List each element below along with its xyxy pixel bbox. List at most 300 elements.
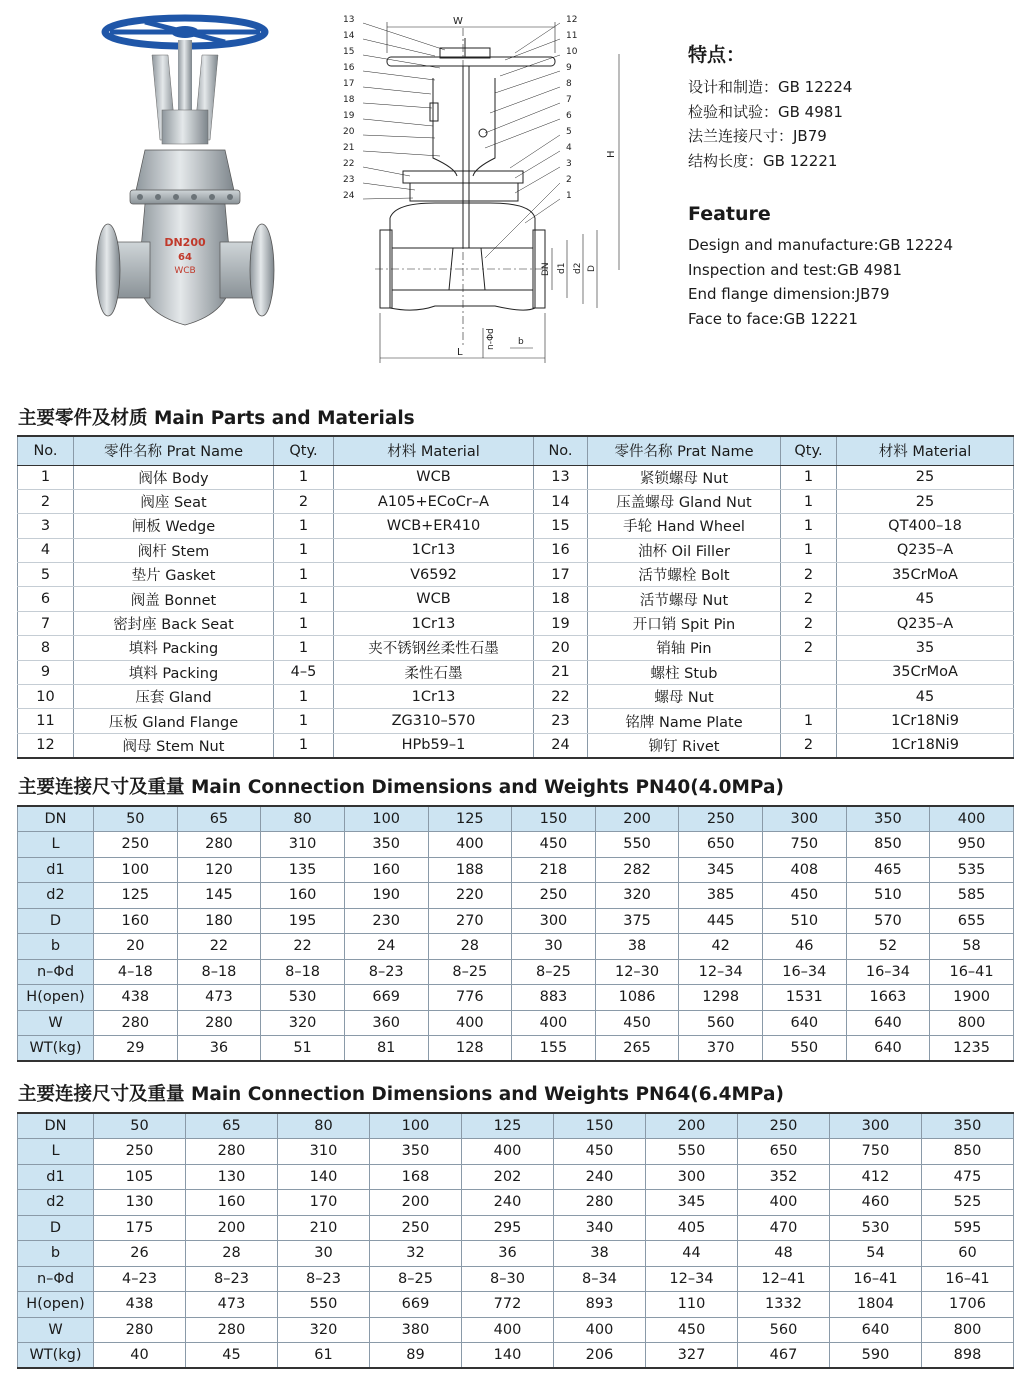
callout-13: 13 bbox=[343, 15, 355, 25]
pn40-row bbox=[18, 959, 1014, 985]
pn40-cell: 400 bbox=[512, 1010, 596, 1036]
parts-cell: 16 bbox=[534, 538, 588, 562]
pn40-cell: 650 bbox=[679, 832, 763, 858]
parts-cell: 1 bbox=[274, 685, 334, 709]
parts-row bbox=[18, 514, 1014, 538]
parts-cell: 10 bbox=[18, 685, 74, 709]
pn64-cell: 45 bbox=[186, 1343, 278, 1369]
pn40-cell: 145 bbox=[177, 883, 261, 909]
parts-cell: WCB bbox=[334, 587, 534, 611]
pn40-cell: 8–18 bbox=[177, 959, 261, 985]
pn64-cell: 200 bbox=[186, 1215, 278, 1241]
feature-title-en: Feature bbox=[688, 203, 771, 225]
parts-cell: 阀杆 Stem bbox=[74, 538, 274, 562]
pn40-cell: 29 bbox=[94, 1036, 178, 1062]
parts-cell: 22 bbox=[534, 685, 588, 709]
pn40-cell: 265 bbox=[595, 1036, 679, 1062]
parts-cell: 螺母 Nut bbox=[588, 685, 781, 709]
parts-cell: 阀座 Seat bbox=[74, 489, 274, 513]
parts-cell: ZG310–570 bbox=[334, 709, 534, 733]
pn64-cell: 60 bbox=[922, 1241, 1014, 1267]
dim-label-b: b bbox=[518, 337, 524, 347]
pn64-row-label: H(open) bbox=[18, 1292, 94, 1318]
callout-17: 17 bbox=[343, 79, 355, 89]
pn64-cell: 250 bbox=[370, 1215, 462, 1241]
pn64-cell: 772 bbox=[462, 1292, 554, 1318]
pn40-row-label: DN bbox=[18, 806, 94, 832]
callout-3: 3 bbox=[566, 159, 572, 169]
callout-24: 24 bbox=[343, 191, 355, 201]
callout-14: 14 bbox=[343, 31, 355, 41]
pn64-cell: 12–34 bbox=[646, 1266, 738, 1292]
parts-cell: 8 bbox=[18, 636, 74, 660]
pn40-cell: 570 bbox=[846, 908, 930, 934]
pn40-cell: 640 bbox=[846, 1010, 930, 1036]
pn64-cell: 352 bbox=[738, 1164, 830, 1190]
pn40-cell: 160 bbox=[344, 857, 428, 883]
pn40-cell: 320 bbox=[261, 1010, 345, 1036]
pn40-cell: 669 bbox=[344, 985, 428, 1011]
pn64-cell: 350 bbox=[922, 1113, 1014, 1139]
pn40-cell: 280 bbox=[177, 832, 261, 858]
pn40-cell: 8–25 bbox=[512, 959, 596, 985]
pn40-cell: 1298 bbox=[679, 985, 763, 1011]
parts-cell: 6 bbox=[18, 587, 74, 611]
parts-cell: 1Cr13 bbox=[334, 538, 534, 562]
pn64-cell: 530 bbox=[830, 1215, 922, 1241]
pn64-cell: 750 bbox=[830, 1139, 922, 1165]
pn64-cell: 280 bbox=[554, 1190, 646, 1216]
pn40-cell: 195 bbox=[261, 908, 345, 934]
callout-5: 5 bbox=[566, 127, 572, 137]
pn64-cell: 400 bbox=[462, 1317, 554, 1343]
parts-cell: 1 bbox=[274, 733, 334, 757]
callout-1: 1 bbox=[566, 191, 572, 201]
pn64-cell: 8–23 bbox=[186, 1266, 278, 1292]
pn64-cell: 327 bbox=[646, 1343, 738, 1369]
parts-cell: 1 bbox=[781, 465, 837, 489]
pn64-cell: 175 bbox=[94, 1215, 186, 1241]
callout-18: 18 bbox=[343, 95, 355, 105]
callout-15: 15 bbox=[343, 47, 355, 57]
pn64-cell: 280 bbox=[186, 1139, 278, 1165]
pn40-cell: 535 bbox=[930, 857, 1014, 883]
parts-row bbox=[18, 465, 1014, 489]
pn64-cell: 44 bbox=[646, 1241, 738, 1267]
pn40-cell: 120 bbox=[177, 857, 261, 883]
pn64-cell: 893 bbox=[554, 1292, 646, 1318]
pn64-cell: 467 bbox=[738, 1343, 830, 1369]
parts-cell: 13 bbox=[534, 465, 588, 489]
parts-row bbox=[18, 538, 1014, 562]
pn40-section-title: 主要连接尺寸及重量 Main Connection Dimensions and Weights PN40(4.0MPa) bbox=[18, 777, 784, 798]
parts-cell: 11 bbox=[18, 709, 74, 733]
parts-cell: 1 bbox=[781, 709, 837, 733]
parts-row bbox=[18, 685, 1014, 709]
pn40-cell: 8–18 bbox=[261, 959, 345, 985]
callout-23: 23 bbox=[343, 175, 355, 185]
pn40-cell: 22 bbox=[261, 934, 345, 960]
pn64-cell: 168 bbox=[370, 1164, 462, 1190]
parts-cell: 阀体 Body bbox=[74, 465, 274, 489]
pn64-cell: 65 bbox=[186, 1113, 278, 1139]
parts-cell: 21 bbox=[534, 660, 588, 684]
pn40-cell: 585 bbox=[930, 883, 1014, 909]
parts-cell: 35CrMoA bbox=[837, 660, 1014, 684]
feature-cn-line: 结构长度：GB 12221 bbox=[688, 151, 838, 170]
pn40-cell: 510 bbox=[763, 908, 847, 934]
pn64-cell: 405 bbox=[646, 1215, 738, 1241]
pn64-cell: 438 bbox=[94, 1292, 186, 1318]
pn64-cell: 200 bbox=[646, 1113, 738, 1139]
parts-cell: V6592 bbox=[334, 563, 534, 587]
pn64-cell: 669 bbox=[370, 1292, 462, 1318]
pn40-cell: 1531 bbox=[763, 985, 847, 1011]
col-header-no: No. bbox=[18, 436, 74, 465]
valve-section-drawing bbox=[335, 8, 635, 370]
parts-cell: 密封座 Back Seat bbox=[74, 611, 274, 635]
pn64-cell: 595 bbox=[922, 1215, 1014, 1241]
dim-label-d: D bbox=[587, 265, 597, 272]
parts-cell: Q235–A bbox=[837, 538, 1014, 562]
parts-cell: 1 bbox=[781, 514, 837, 538]
pn64-row bbox=[18, 1164, 1014, 1190]
pn40-cell: 360 bbox=[344, 1010, 428, 1036]
parts-cell: 4 bbox=[18, 538, 74, 562]
pn64-cell: 32 bbox=[370, 1241, 462, 1267]
col-header-part-name: 零件名称 Prat Name bbox=[588, 436, 781, 465]
pn64-row-label: b bbox=[18, 1241, 94, 1267]
parts-cell: 1 bbox=[274, 563, 334, 587]
pn64-cell: 110 bbox=[646, 1292, 738, 1318]
parts-cell: WCB bbox=[334, 465, 534, 489]
pn64-cell: 400 bbox=[462, 1139, 554, 1165]
pn40-cell: 58 bbox=[930, 934, 1014, 960]
pn40-cell: 150 bbox=[512, 806, 596, 832]
pn64-cell: 550 bbox=[278, 1292, 370, 1318]
pn40-cell: 16–41 bbox=[930, 959, 1014, 985]
pn40-cell: 280 bbox=[94, 1010, 178, 1036]
pn40-cell: 350 bbox=[344, 832, 428, 858]
pn64-cell: 460 bbox=[830, 1190, 922, 1216]
pn64-cell: 412 bbox=[830, 1164, 922, 1190]
pn40-cell: 530 bbox=[261, 985, 345, 1011]
callout-9: 9 bbox=[566, 63, 572, 73]
pn40-row-label: W bbox=[18, 1010, 94, 1036]
pn40-cell: 190 bbox=[344, 883, 428, 909]
pn40-cell: 310 bbox=[261, 832, 345, 858]
pn40-cell: 375 bbox=[595, 908, 679, 934]
parts-row bbox=[18, 636, 1014, 660]
pn64-cell: 400 bbox=[738, 1190, 830, 1216]
pn64-row-label: d2 bbox=[18, 1190, 94, 1216]
parts-table bbox=[17, 435, 1014, 759]
pn64-row-label: L bbox=[18, 1139, 94, 1165]
parts-cell: 1Cr18Ni9 bbox=[837, 733, 1014, 757]
parts-cell: WCB+ER410 bbox=[334, 514, 534, 538]
pn64-cell: 280 bbox=[186, 1317, 278, 1343]
pn40-cell: 550 bbox=[595, 832, 679, 858]
pn64-cell: 525 bbox=[922, 1190, 1014, 1216]
parts-cell: 25 bbox=[837, 489, 1014, 513]
pn64-cell: 202 bbox=[462, 1164, 554, 1190]
callout-2: 2 bbox=[566, 175, 572, 185]
pn64-cell: 38 bbox=[554, 1241, 646, 1267]
dim-label-d2: d2 bbox=[573, 262, 583, 274]
pn40-cell: 42 bbox=[679, 934, 763, 960]
pn64-cell: 36 bbox=[462, 1241, 554, 1267]
feature-en-line: Inspection and test:GB 4981 bbox=[688, 260, 902, 279]
pn40-cell: 20 bbox=[94, 934, 178, 960]
pn64-row bbox=[18, 1292, 1014, 1318]
pn64-row bbox=[18, 1317, 1014, 1343]
parts-cell: 7 bbox=[18, 611, 74, 635]
pn64-cell: 473 bbox=[186, 1292, 278, 1318]
pn40-cell: 473 bbox=[177, 985, 261, 1011]
pn64-cell: 140 bbox=[278, 1164, 370, 1190]
parts-cell: 20 bbox=[534, 636, 588, 660]
parts-cell: 1 bbox=[274, 465, 334, 489]
pn40-dimensions-table bbox=[17, 805, 1014, 1062]
pn64-row bbox=[18, 1343, 1014, 1369]
parts-cell: 1 bbox=[274, 709, 334, 733]
pn64-row bbox=[18, 1215, 1014, 1241]
pn40-cell: 16–34 bbox=[763, 959, 847, 985]
pn64-row-label: W bbox=[18, 1317, 94, 1343]
pn64-row bbox=[18, 1139, 1014, 1165]
pn64-cell: 206 bbox=[554, 1343, 646, 1369]
pn40-cell: 560 bbox=[679, 1010, 763, 1036]
parts-cell: 1 bbox=[274, 538, 334, 562]
parts-cell: 18 bbox=[534, 587, 588, 611]
parts-cell: Q235–A bbox=[837, 611, 1014, 635]
pn40-cell: 36 bbox=[177, 1036, 261, 1062]
parts-cell: A105+ECoCr–A bbox=[334, 489, 534, 513]
pn64-cell: 1706 bbox=[922, 1292, 1014, 1318]
pn64-section-title: 主要连接尺寸及重量 Main Connection Dimensions and Weights PN64(6.4MPa) bbox=[18, 1084, 784, 1105]
pn64-cell: 16–41 bbox=[830, 1266, 922, 1292]
parts-header-row bbox=[18, 436, 1014, 465]
pn64-cell: 450 bbox=[554, 1139, 646, 1165]
parts-cell: 1 bbox=[781, 489, 837, 513]
pn64-cell: 200 bbox=[370, 1190, 462, 1216]
pn40-cell: 1235 bbox=[930, 1036, 1014, 1062]
pn40-cell: 850 bbox=[846, 832, 930, 858]
pn40-cell: 160 bbox=[261, 883, 345, 909]
pn40-row bbox=[18, 806, 1014, 832]
pn64-cell: 310 bbox=[278, 1139, 370, 1165]
pn64-cell: 280 bbox=[94, 1317, 186, 1343]
pn64-cell: 590 bbox=[830, 1343, 922, 1369]
parts-cell: 1 bbox=[274, 611, 334, 635]
parts-cell: 铭牌 Name Plate bbox=[588, 709, 781, 733]
pn40-row-label: d2 bbox=[18, 883, 94, 909]
pn64-row-label: DN bbox=[18, 1113, 94, 1139]
parts-row bbox=[18, 611, 1014, 635]
parts-cell: 35CrMoA bbox=[837, 563, 1014, 587]
photo-marking-size: DN200 bbox=[164, 236, 206, 249]
parts-cell: 25 bbox=[837, 465, 1014, 489]
parts-cell: 压盖螺母 Gland Nut bbox=[588, 489, 781, 513]
feature-cn-line: 法兰连接尺寸：JB79 bbox=[688, 127, 827, 145]
col-header-part-name: 零件名称 Prat Name bbox=[74, 436, 274, 465]
parts-row bbox=[18, 709, 1014, 733]
pn64-cell: 8–34 bbox=[554, 1266, 646, 1292]
parts-cell: 阀母 Stem Nut bbox=[74, 733, 274, 757]
pn64-cell: 40 bbox=[94, 1343, 186, 1369]
pn64-cell: 550 bbox=[646, 1139, 738, 1165]
pn40-cell: 200 bbox=[595, 806, 679, 832]
parts-row bbox=[18, 733, 1014, 757]
parts-cell: 开口销 Spit Pin bbox=[588, 611, 781, 635]
pn64-cell: 240 bbox=[554, 1164, 646, 1190]
pn64-cell: 210 bbox=[278, 1215, 370, 1241]
pn64-row-label: d1 bbox=[18, 1164, 94, 1190]
parts-cell: 1Cr18Ni9 bbox=[837, 709, 1014, 733]
pn40-cell: 280 bbox=[177, 1010, 261, 1036]
pn40-cell: 270 bbox=[428, 908, 512, 934]
pn40-cell: 51 bbox=[261, 1036, 345, 1062]
pn64-cell: 400 bbox=[554, 1317, 646, 1343]
pn40-cell: 640 bbox=[846, 1036, 930, 1062]
pn40-cell: 550 bbox=[763, 1036, 847, 1062]
pn40-cell: 345 bbox=[679, 857, 763, 883]
parts-cell: 1Cr13 bbox=[334, 685, 534, 709]
pn64-cell: 560 bbox=[738, 1317, 830, 1343]
pn40-cell: 38 bbox=[595, 934, 679, 960]
pn40-row-label: d1 bbox=[18, 857, 94, 883]
parts-row bbox=[18, 563, 1014, 587]
parts-cell: 1 bbox=[18, 465, 74, 489]
gate-valve-photo bbox=[90, 10, 290, 360]
pn64-row bbox=[18, 1113, 1014, 1139]
parts-cell: 2 bbox=[781, 636, 837, 660]
parts-cell: 45 bbox=[837, 587, 1014, 611]
pn64-cell: 345 bbox=[646, 1190, 738, 1216]
pn40-row bbox=[18, 1036, 1014, 1062]
parts-cell: 螺柱 Stub bbox=[588, 660, 781, 684]
pn64-cell: 475 bbox=[922, 1164, 1014, 1190]
pn40-cell: 81 bbox=[344, 1036, 428, 1062]
callout-8: 8 bbox=[566, 79, 572, 89]
pn40-cell: 155 bbox=[512, 1036, 596, 1062]
parts-cell: 1 bbox=[274, 636, 334, 660]
parts-cell: 铆钉 Rivet bbox=[588, 733, 781, 757]
parts-cell: 19 bbox=[534, 611, 588, 635]
pn64-cell: 150 bbox=[554, 1113, 646, 1139]
pn40-cell: 188 bbox=[428, 857, 512, 883]
pn64-row-label: n–Φd bbox=[18, 1266, 94, 1292]
pn64-cell: 4–23 bbox=[94, 1266, 186, 1292]
pn64-cell: 28 bbox=[186, 1241, 278, 1267]
pn64-cell: 380 bbox=[370, 1317, 462, 1343]
parts-cell: 活节螺母 Nut bbox=[588, 587, 781, 611]
product-header bbox=[0, 0, 1028, 395]
parts-cell: 4–5 bbox=[274, 660, 334, 684]
pn40-cell: 1086 bbox=[595, 985, 679, 1011]
parts-cell: 2 bbox=[781, 563, 837, 587]
pn40-cell: 16–34 bbox=[846, 959, 930, 985]
parts-cell: 2 bbox=[781, 611, 837, 635]
pn40-cell: 250 bbox=[679, 806, 763, 832]
photo-marking-pressure: 64 bbox=[178, 252, 192, 263]
pn40-row bbox=[18, 1010, 1014, 1036]
parts-row bbox=[18, 587, 1014, 611]
callout-11: 11 bbox=[566, 31, 578, 41]
pn40-cell: 800 bbox=[930, 1010, 1014, 1036]
feature-cn-line: 设计和制造：GB 12224 bbox=[688, 78, 853, 96]
pn64-cell: 240 bbox=[462, 1190, 554, 1216]
pn40-cell: 950 bbox=[930, 832, 1014, 858]
pn64-cell: 8–30 bbox=[462, 1266, 554, 1292]
pn40-cell: 385 bbox=[679, 883, 763, 909]
pn40-cell: 65 bbox=[177, 806, 261, 832]
parts-cell bbox=[781, 685, 837, 709]
pn40-row bbox=[18, 908, 1014, 934]
pn40-cell: 400 bbox=[428, 832, 512, 858]
pn40-row bbox=[18, 857, 1014, 883]
pn40-cell: 1663 bbox=[846, 985, 930, 1011]
pn40-cell: 230 bbox=[344, 908, 428, 934]
callout-10: 10 bbox=[566, 47, 578, 57]
pn64-cell: 130 bbox=[186, 1164, 278, 1190]
col-header-qty: Qty. bbox=[274, 436, 334, 465]
pn40-row bbox=[18, 985, 1014, 1011]
pn64-cell: 250 bbox=[738, 1113, 830, 1139]
parts-cell: 销轴 Pin bbox=[588, 636, 781, 660]
pn40-row-label: L bbox=[18, 832, 94, 858]
parts-cell: 12 bbox=[18, 733, 74, 757]
feature-cn-line: 检验和试验：GB 4981 bbox=[688, 102, 843, 121]
pn40-cell: 750 bbox=[763, 832, 847, 858]
pn64-cell: 800 bbox=[922, 1317, 1014, 1343]
pn64-cell: 320 bbox=[278, 1317, 370, 1343]
pn40-cell: 125 bbox=[94, 883, 178, 909]
pn40-cell: 80 bbox=[261, 806, 345, 832]
parts-cell: 17 bbox=[534, 563, 588, 587]
parts-cell: 1 bbox=[274, 587, 334, 611]
parts-cell: 闸板 Wedge bbox=[74, 514, 274, 538]
pn40-cell: 250 bbox=[512, 883, 596, 909]
callout-7: 7 bbox=[566, 95, 572, 105]
callout-12: 12 bbox=[566, 15, 578, 25]
parts-cell bbox=[781, 660, 837, 684]
dim-label-w: W bbox=[453, 16, 463, 27]
feature-en-line: Design and manufacture:GB 12224 bbox=[688, 236, 953, 254]
feature-panel bbox=[688, 40, 1018, 331]
pn64-cell: 26 bbox=[94, 1241, 186, 1267]
parts-cell: 2 bbox=[18, 489, 74, 513]
pn40-cell: 8–23 bbox=[344, 959, 428, 985]
pn40-cell: 350 bbox=[846, 806, 930, 832]
parts-cell: 手轮 Hand Wheel bbox=[588, 514, 781, 538]
feature-title-cn: 特点： bbox=[688, 44, 746, 66]
pn40-cell: 135 bbox=[261, 857, 345, 883]
pn64-cell: 300 bbox=[830, 1113, 922, 1139]
col-header-material: 材料 Material bbox=[837, 436, 1014, 465]
pn40-row-label: WT(kg) bbox=[18, 1036, 94, 1062]
feature-en-line: End flange dimension:JB79 bbox=[688, 285, 890, 303]
pn64-cell: 12–41 bbox=[738, 1266, 830, 1292]
parts-cell: 45 bbox=[837, 685, 1014, 709]
pn40-cell: 30 bbox=[512, 934, 596, 960]
pn40-cell: 128 bbox=[428, 1036, 512, 1062]
pn40-cell: 883 bbox=[512, 985, 596, 1011]
pn40-cell: 50 bbox=[94, 806, 178, 832]
pn64-cell: 898 bbox=[922, 1343, 1014, 1369]
pn40-cell: 24 bbox=[344, 934, 428, 960]
pn40-row bbox=[18, 883, 1014, 909]
